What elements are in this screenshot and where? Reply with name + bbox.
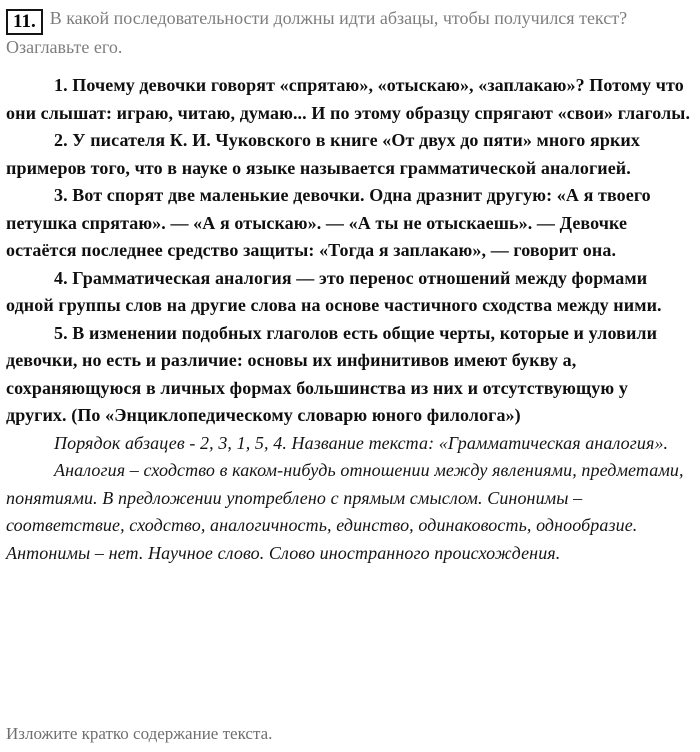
paragraph-2: 2. У писателя К. И. Чуковского в книге «От двух до пяти» много ярких примеров того, что в науке о языке называется грамматической аналогией. — [6, 130, 640, 178]
exercise-body — [6, 72, 692, 567]
exercise-header — [6, 6, 678, 60]
paragraph-5: 5. В изменении подобных глаголов есть общие черты, которые и уловили девочки, но есть и различие: основы их инфинитивов имеют букву а, сохраняющуюся в личных формах большинства из них и отсутствующую у других. (По «Энциклопедическому словарю юного филолога») — [6, 322, 658, 425]
exercise-prompt: В какой последовательности должны идти абзацы, чтобы получился текст? Озаглавьте его. — [6, 8, 628, 57]
paragraph-3: 3. Вот спорят две маленькие девочки. Одна дразнит другую: «А я твоего петушка спрятаю». — «А я отыскаю». — «А ты не отыскаешь». — Девочке остаётся последнее средство защиты: «Тогда я заплакаю», — говорит она. — [6, 185, 651, 260]
paragraph-1: 1. Почему девочки говорят «спрятаю», «отыскаю», «заплакаю»? Потому что они слышат: играю, читаю, думаю... И по этому образцу спрягают «свои» глаголы. — [6, 75, 691, 123]
footer-instruction: Изложите кратко содержание текста. — [6, 724, 273, 743]
answer-analysis: Аналогия – сходство в каком-нибудь отношении между явлениями, предметами, понятиями. В предложении употреблено с прямым смыслом. Синонимы – соответствие, сходство, аналогичность, единство, одинаковость, однообразие. Антонимы – нет. Научное слово. Слово иностранного происхождения. — [6, 460, 684, 563]
answer-order-line: Порядок абзацев - 2, 3, 1, 5, 4. Название текста: «Грамматическая аналогия». — [54, 432, 669, 453]
paragraph-4: 4. Грамматическая аналогия — это перенос отношений между формами одной группы слов на другие слова на основе частичного сходства между ними. — [6, 267, 662, 315]
exercise-number-box: 11. — [6, 9, 43, 35]
